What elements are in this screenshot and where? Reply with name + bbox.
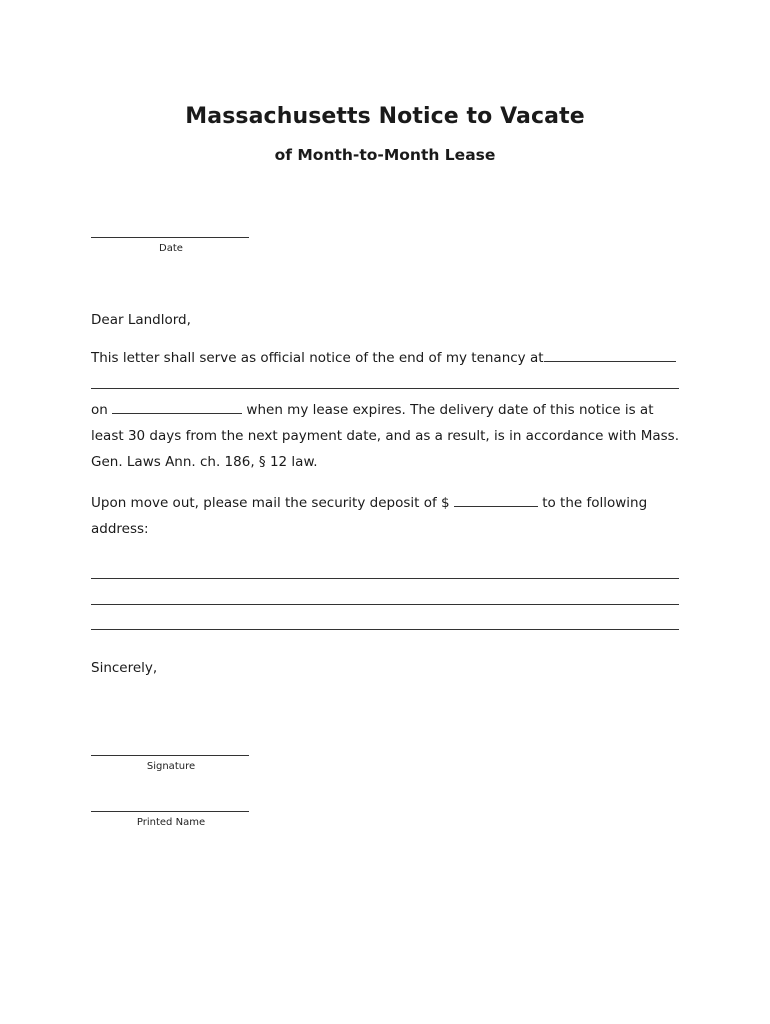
printed-name-line[interactable]	[91, 810, 249, 812]
paragraph-1-text-b: when my lease expires. The delivery date of this notice is at	[246, 402, 654, 418]
paragraph-2-text-a: Upon move out, please mail the security deposit of $	[91, 495, 450, 511]
document-subtitle: of Month-to-Month Lease	[274, 146, 496, 164]
date-block	[91, 236, 251, 254]
paragraph-1-line-1	[91, 345, 681, 371]
paragraph-1-line-4: least 30 days from the next payment date, and as a result, is in accordance with Mass.	[91, 428, 679, 444]
paragraph-1-text-a: This letter shall serve as official notice of the end of my tenancy at	[91, 350, 544, 366]
signature-block	[91, 754, 251, 772]
signature-caption: Signature	[146, 761, 196, 772]
forwarding-address-line-2[interactable]	[91, 603, 679, 605]
salutation: Dear Landlord,	[91, 312, 191, 328]
paragraph-1-line-3	[91, 397, 681, 423]
closing: Sincerely,	[91, 660, 158, 676]
paragraph-1-line-5: Gen. Laws Ann. ch. 186, § 12 law.	[91, 454, 318, 470]
signature-line[interactable]	[91, 754, 249, 756]
date-caption: Date	[159, 243, 183, 254]
printed-name-caption: Printed Name	[136, 817, 206, 828]
address-line-2[interactable]	[91, 387, 679, 389]
deposit-amount-blank[interactable]	[454, 492, 538, 507]
printed-name-block	[91, 810, 251, 828]
address-blank[interactable]	[544, 347, 676, 362]
paragraph-2-line-2: address:	[91, 521, 149, 537]
paragraph-2-line-1	[91, 490, 681, 516]
date-line[interactable]	[91, 236, 249, 238]
paragraph-1-text-on: on	[91, 402, 108, 418]
forwarding-address-line-1[interactable]	[91, 577, 679, 579]
document-title: Massachusetts Notice to Vacate	[185, 104, 585, 129]
forwarding-address-line-3[interactable]	[91, 628, 679, 630]
expiry-date-blank[interactable]	[112, 399, 242, 414]
paragraph-2-text-b: to the following	[542, 495, 648, 511]
